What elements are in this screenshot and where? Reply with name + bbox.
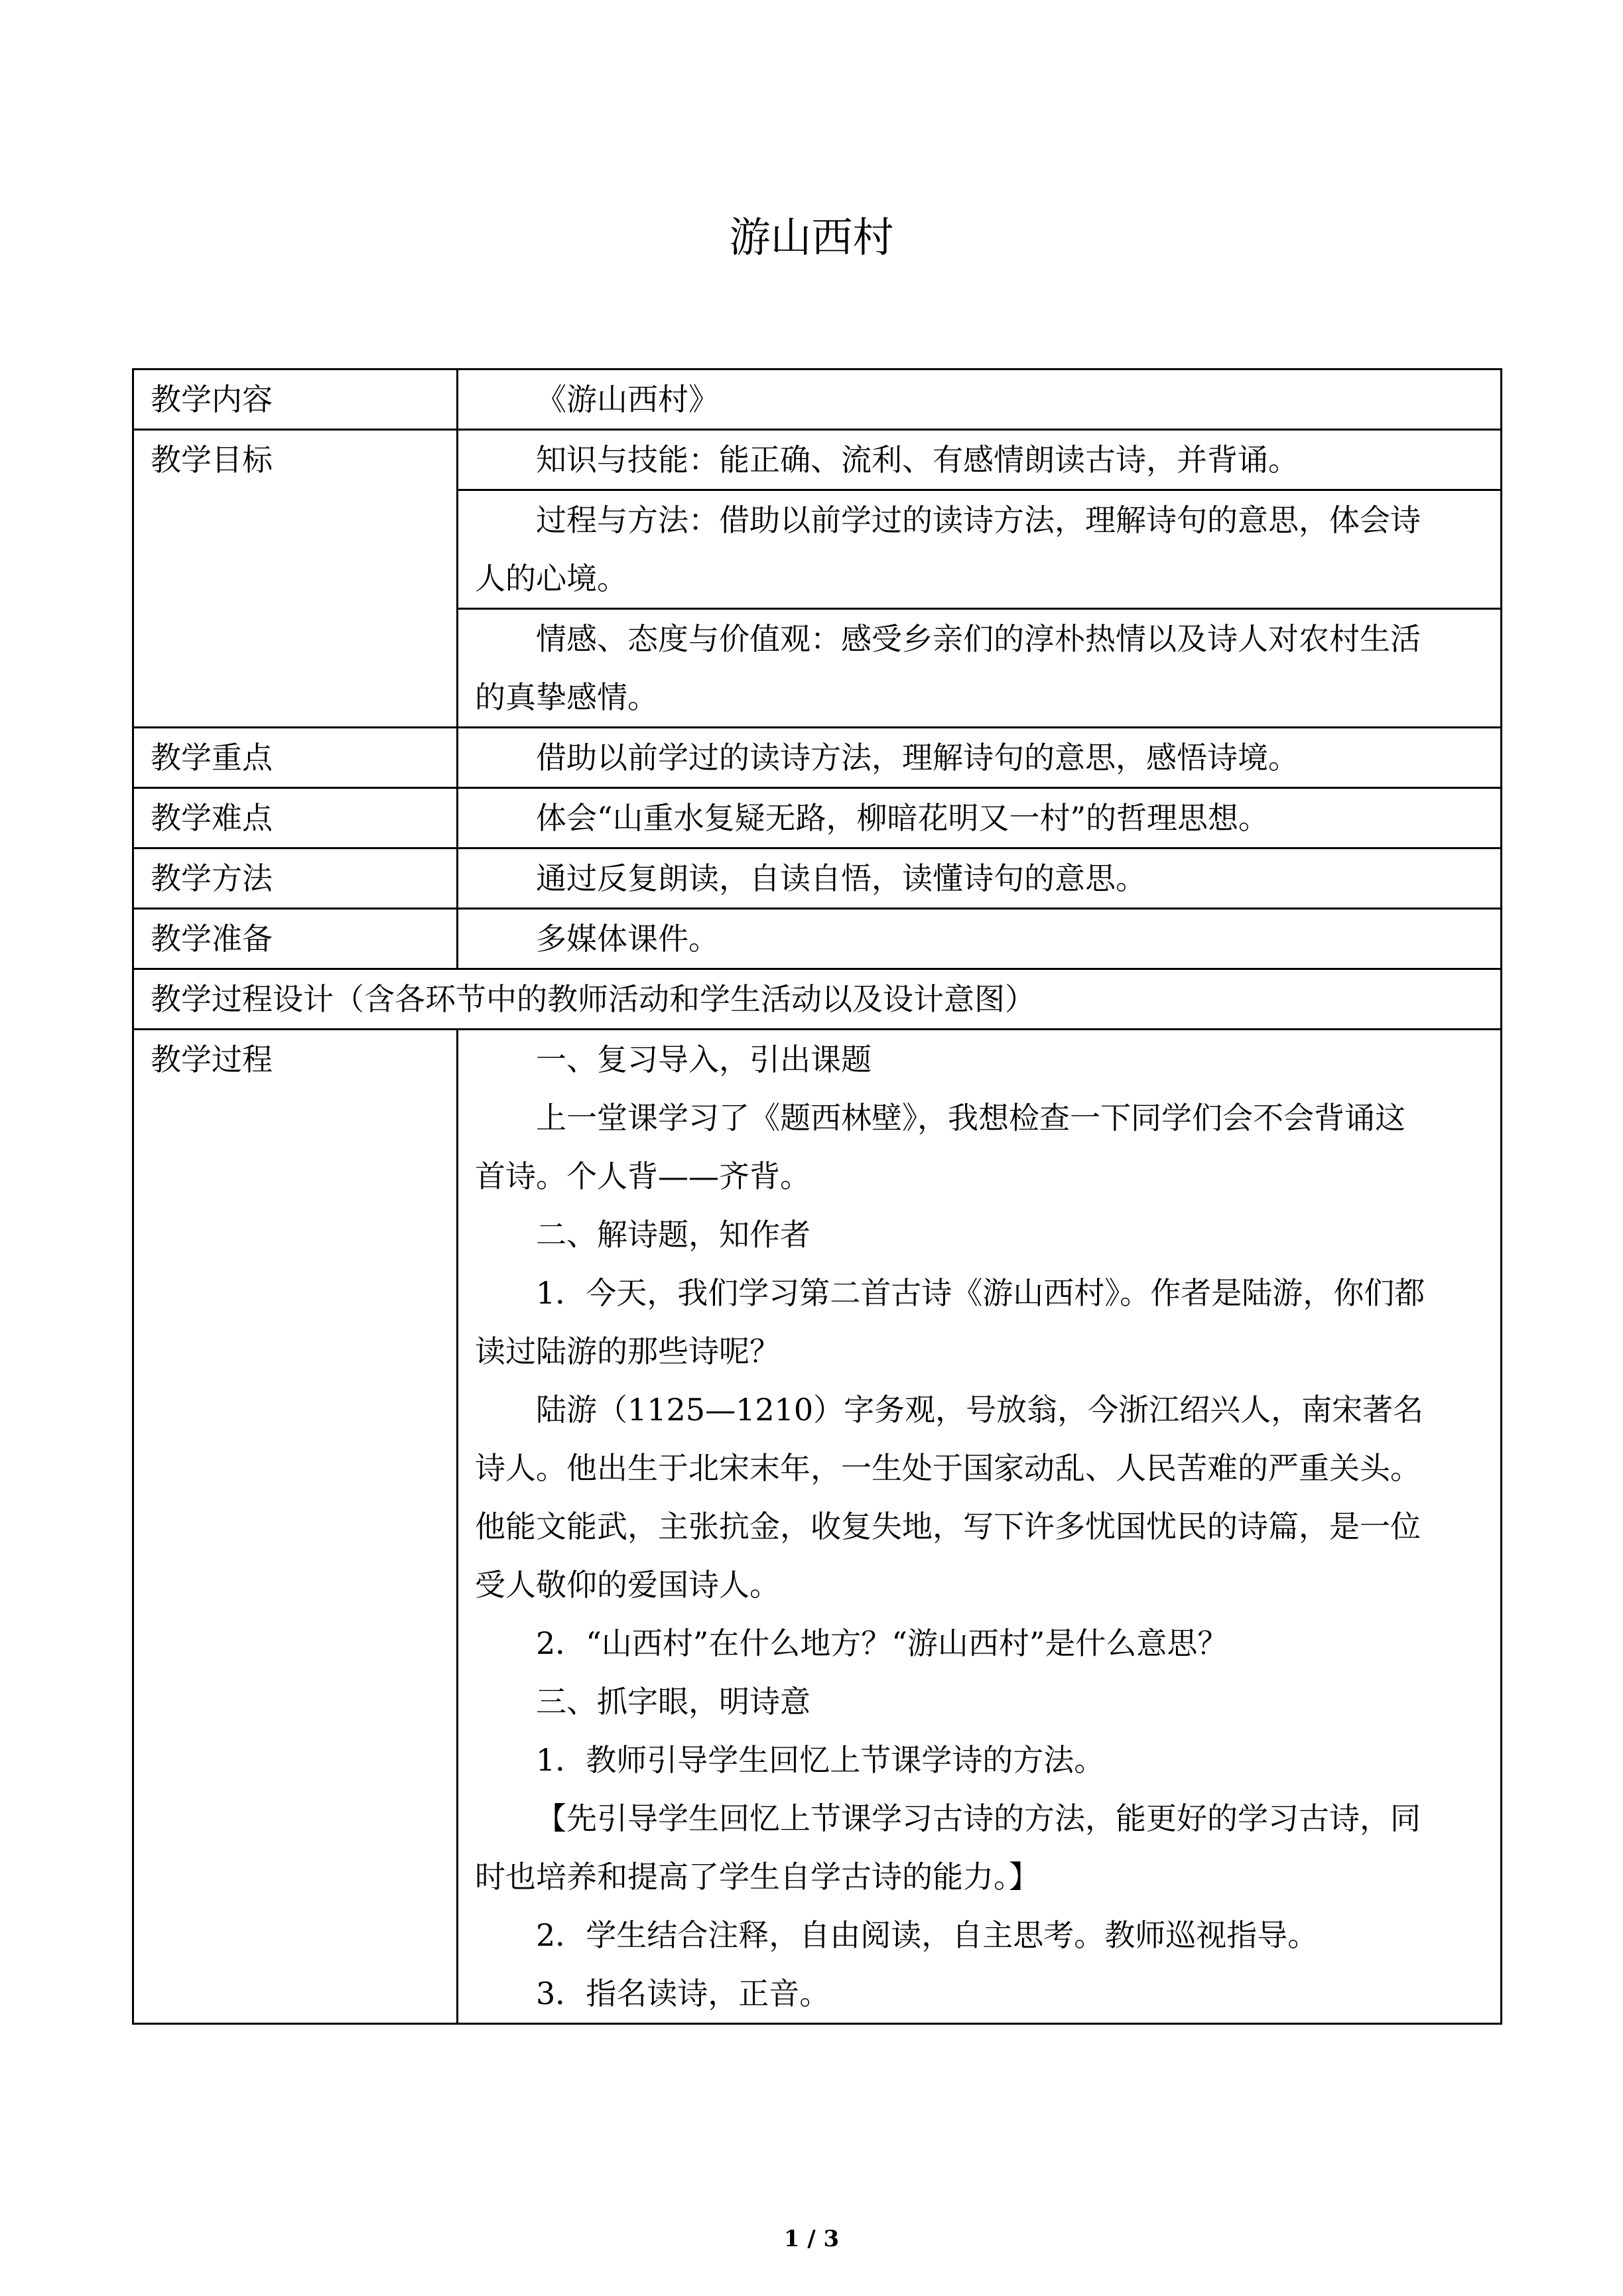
goal-item: 过程与方法：借助以前学过的读诗方法，理解诗句的意思，体会诗人的心境。 bbox=[475, 502, 1421, 596]
row-method bbox=[133, 848, 1502, 909]
row-process bbox=[133, 1030, 1502, 2024]
label-goals: 教学目标 bbox=[133, 430, 458, 728]
label-method: 教学方法 bbox=[133, 848, 458, 909]
cell-prep bbox=[458, 909, 1502, 969]
key-text: 借助以前学过的读诗方法，理解诗句的意思，感悟诗境。 bbox=[536, 740, 1299, 776]
process-paragraph: 3．指名读诗，正音。 bbox=[536, 1976, 830, 2011]
label-key: 教学重点 bbox=[133, 728, 458, 788]
row-design bbox=[133, 969, 1502, 1030]
row-difficulty bbox=[133, 788, 1502, 848]
goal-divider bbox=[458, 489, 1500, 608]
cell-process bbox=[458, 1030, 1502, 2024]
row-key bbox=[133, 728, 1502, 788]
process-paragraph: 上一堂课学习了《题西林壁》，我想检查一下同学们会不会背诵这首诗。个人背——齐背。 bbox=[475, 1100, 1405, 1194]
label-process: 教学过程 bbox=[133, 1030, 458, 2024]
process-paragraph: 二、解诗题，知作者 bbox=[536, 1217, 811, 1252]
difficulty-text: 体会“山重水复疑无路，柳暗花明又一村”的哲理思想。 bbox=[536, 800, 1269, 836]
method-text: 通过反复朗读，自读自悟，读懂诗句的意思。 bbox=[536, 860, 1146, 896]
cell-difficulty bbox=[458, 788, 1502, 848]
process-paragraph: 1．教师引导学生回忆上节课学诗的方法。 bbox=[536, 1742, 1105, 1778]
prep-text: 多媒体课件。 bbox=[536, 921, 719, 957]
row-content bbox=[133, 370, 1502, 430]
goal-divider bbox=[458, 608, 1500, 726]
label-content: 教学内容 bbox=[133, 370, 458, 430]
process-paragraph: 【先引导学生回忆上节课学习古诗的方法，能更好的学习古诗，同时也培养和提高了学生自学古诗的能力。】 bbox=[475, 1800, 1421, 1895]
cell-content bbox=[458, 370, 1502, 430]
process-paragraph: 一、复习导入，引出课题 bbox=[536, 1042, 872, 1077]
row-goals bbox=[133, 430, 1502, 728]
content-text: 《游山西村》 bbox=[536, 381, 719, 417]
row-prep bbox=[133, 909, 1502, 969]
process-paragraph: 2．“山西村”在什么地方？“游山西村”是什么意思？ bbox=[536, 1625, 1228, 1661]
cell-key bbox=[458, 728, 1502, 788]
process-paragraph: 陆游（1125—1210）字务观，号放翁，今浙江绍兴人，南宋著名诗人。他出生于北宋末年，一生处于国家动乱、人民苦难的严重关头。他能文能武，主张抗金，收复失地，写下许多忧国忧民的诗篇，是一位受人敬仰的爱国诗人。 bbox=[475, 1392, 1424, 1603]
goal-item: 情感、态度与价值观：感受乡亲们的淳朴热情以及诗人对农村生活的真挚感情。 bbox=[475, 621, 1421, 715]
design-heading: 教学过程设计（含各环节中的教师活动和学生活动以及设计意图） bbox=[133, 969, 1502, 1030]
goal-item: 知识与技能：能正确、流利、有感情朗读古诗，并背诵。 bbox=[536, 442, 1299, 478]
page-title: 游山西村 bbox=[729, 213, 894, 261]
process-paragraph: 1．今天，我们学习第二首古诗《游山西村》。作者是陆游，你们都读过陆游的那些诗呢？ bbox=[475, 1275, 1425, 1369]
label-difficulty: 教学难点 bbox=[133, 788, 458, 848]
cell-method bbox=[458, 848, 1502, 909]
page-number: 1 / 3 bbox=[783, 2226, 840, 2252]
process-paragraph: 2．学生结合注释，自由阅读，自主思考。教师巡视指导。 bbox=[536, 1917, 1319, 1953]
lesson-plan-table bbox=[132, 368, 1502, 2025]
cell-goals bbox=[458, 430, 1502, 728]
process-paragraph: 三、抓字眼，明诗意 bbox=[536, 1684, 811, 1720]
label-prep: 教学准备 bbox=[133, 909, 458, 969]
